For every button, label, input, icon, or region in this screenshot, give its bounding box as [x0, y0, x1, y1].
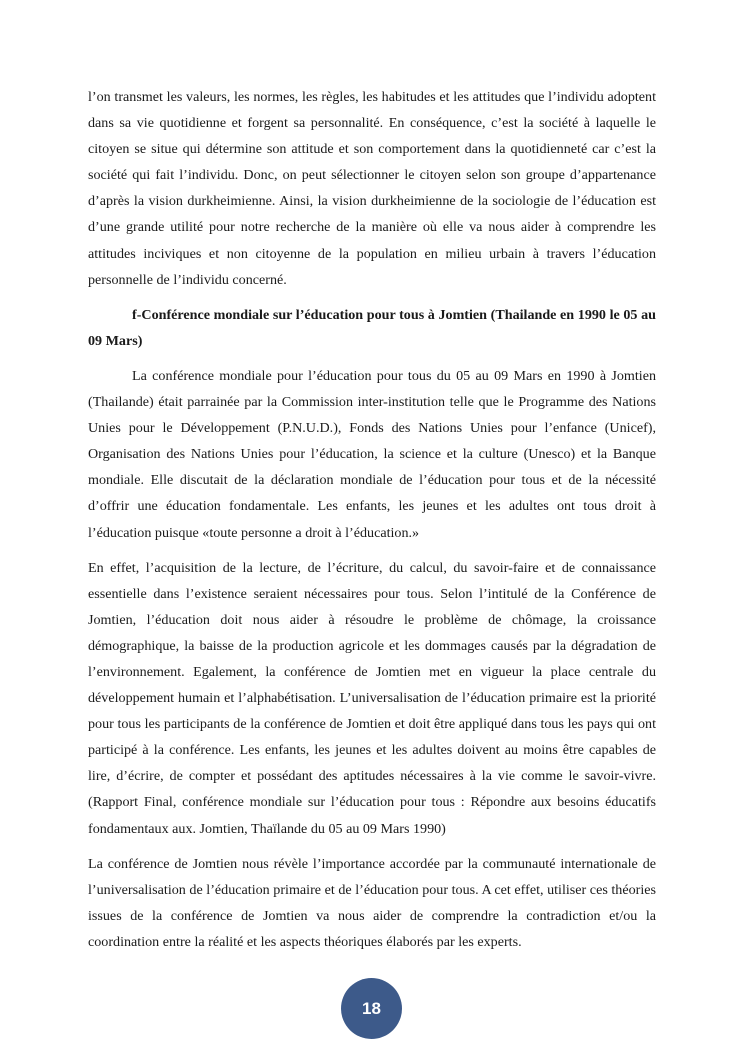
document-body — [88, 84, 656, 964]
paragraph-conclusion: La conférence de Jomtien nous révèle l’importance accordée par la communauté internationale de l’universalisation de l’éducation primaire et de l’éducation pour tous. A cet effet, utiliser ces théories issues de la conférence de Jomtien va nous aider de comprendre la contradiction et/ou la coordination entre la réalité et les aspects théoriques élaborés par les experts. — [88, 855, 656, 950]
page-number-badge — [341, 978, 402, 1039]
paragraph-conference-intro: La conférence mondiale pour l’éducation pour tous du 05 au 09 Mars en 1990 à Jomtien (Thailande) était parrainée par la Commission inter-institution telle que le Programme des Nations Unies pour le Développement (P.N.U.D.), Fonds des Nations Unies pour l’enfance (Unicef), Organisation des Nations Unies pour l’éducation, la science et la culture (Unesco) et la Banque mondiale. Elle discutait de la déclaration mondiale de l’éducation pour tous et de la nécessité d’offrir une éducation fondamentale. Les enfants, les jeunes et les adultes ont tous droit à l’éducation puisque «toute personne a droit à l’éducation.» — [88, 367, 656, 541]
paragraph-durkheim: l’on transmet les valeurs, les normes, les règles, les habitudes et les attitudes que l’individu adoptent dans sa vie quotidienne et forgent sa personnalité. En conséquence, c’est la société à laquelle le citoyen se situe qui détermine son attitude et son comportement dans la quotidienneté car c’est la société qui fait l’individu. Donc, on peut sélectionner le citoyen selon son groupe d’appartenance d’après la vision durkheimienne. Ainsi, la vision durkheimienne de la sociologie de l’éducation est d’une grande utilité pour notre recherche de la manière où elle va nous aider à comprendre les attitudes inciviques et non citoyenne de la population en milieu urbain à travers l’éducation personnelle de l’individu concerné. — [88, 89, 656, 288]
section-heading-jomtien: f-Conférence mondiale sur l’éducation pour tous à Jomtien (Thailande en 1990 le 05 au 09 Mars) — [88, 306, 656, 349]
page-number: 18 — [362, 998, 381, 1018]
paragraph-acquisition: En effet, l’acquisition de la lecture, de l’écriture, du calcul, du savoir-faire et de connaissance essentielle dans l’existence seraient nécessaires pour tous. Selon l’intitulé de la Conférence de Jomtien, l’éducation doit nous aider à résoudre le problème de chômage, la croissance démographique, la baisse de la production agricole et les dommages causés par la dégradation de l’environnement. Egalement, la conférence de Jomtien met en vigueur la place centrale du développement humain et l’alphabétisation. L’universalisation de l’éducation primaire est la priorité pour tous les participants de la conférence de Jomtien et doit être appliqué dans tous les pays qui ont participé à la conférence. Les enfants, les jeunes et les adultes doivent au moins être capables de lire, d’écrire, de compter et possédant des aptitudes nécessaires à la vie comme le savoir-vivre. (Rapport Final, conférence mondiale sur l’éducation pour tous : Répondre aux besoins éducatifs fondamentaux aux. Jomtien, Thaïlande du 05 au 09 Mars 1990) — [88, 559, 656, 837]
